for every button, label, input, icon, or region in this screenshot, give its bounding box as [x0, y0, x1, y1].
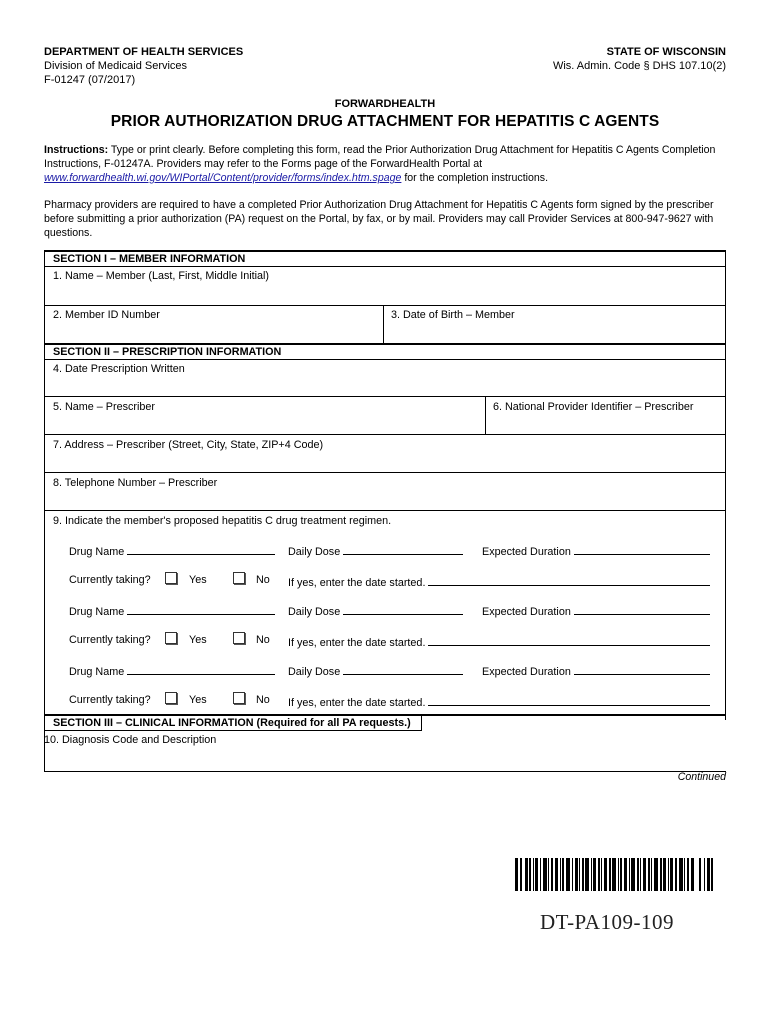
no-label: No — [256, 694, 270, 706]
drug-name-input[interactable] — [127, 603, 275, 615]
field-3-label: 3. Date of Birth – Member — [391, 309, 515, 321]
divider — [44, 771, 726, 772]
instructions — [44, 143, 734, 253]
date-started-input[interactable] — [428, 634, 710, 646]
date-started-label: If yes, enter the date started. — [288, 577, 426, 589]
yes-label: Yes — [189, 634, 207, 646]
divider — [44, 266, 726, 267]
daily-dose-input[interactable] — [343, 663, 463, 675]
division-name: Division of Medicaid Services — [44, 60, 188, 72]
no-checkbox[interactable] — [233, 572, 245, 584]
field-4-label: 4. Date Prescription Written — [53, 363, 185, 375]
drug-name-label: Drug Name — [69, 606, 125, 618]
field-10-label: 10. Diagnosis Code and Description — [44, 734, 217, 746]
divider — [421, 716, 422, 731]
daily-dose-label: Daily Dose — [288, 546, 341, 558]
divider — [44, 396, 726, 397]
form-right-border — [725, 250, 726, 720]
expected-duration-row-2 — [482, 603, 710, 618]
form-top-border — [44, 250, 726, 252]
expected-duration-row-1 — [482, 543, 710, 558]
barcode-text: DT-PA109-109 — [540, 910, 674, 934]
divider — [383, 305, 384, 343]
divider — [44, 730, 422, 731]
daily-dose-input[interactable] — [343, 603, 463, 615]
instructions-text-2: for the completion instructions. — [401, 172, 549, 184]
field-7-label: 7. Address – Prescriber (Street, City, State, ZIP+4 Code) — [53, 439, 324, 451]
yes-checkbox[interactable] — [165, 632, 177, 644]
divider — [44, 305, 726, 306]
date-started-row-1 — [288, 574, 710, 589]
instructions-paragraph-1 — [44, 143, 734, 185]
currently-taking-label: Currently taking? — [69, 694, 151, 706]
field-9-label: 9. Indicate the member's proposed hepatitis C drug treatment regimen. — [53, 515, 392, 527]
field-5-label: 5. Name – Prescriber — [53, 401, 156, 413]
header-right — [553, 45, 726, 73]
admin-code: Wis. Admin. Code § DHS 107.10(2) — [552, 60, 726, 72]
form-left-border — [44, 250, 45, 772]
no-checkbox[interactable] — [233, 692, 245, 704]
department-name: DEPARTMENT OF HEALTH SERVICES — [44, 46, 244, 58]
instructions-paragraph-2: Pharmacy providers are required to have a completed Prior Authorization Drug Attachment for Hepatitis C Agents form signed by the prescriber before submitting a prior authorization (PA) request on the Portal, by fax, or by mail. Providers may call Provider Services at 800-947-9627 with questions. — [44, 199, 714, 239]
form-body — [44, 250, 726, 772]
section-2-title: SECTION II – PRESCRIPTION INFORMATION — [53, 346, 282, 358]
drug-name-input[interactable] — [127, 663, 275, 675]
forwardhealth-label: FORWARDHEALTH — [334, 98, 436, 110]
yes-checkbox[interactable] — [165, 572, 177, 584]
divider — [44, 510, 726, 511]
expected-duration-row-3 — [482, 663, 710, 678]
divider — [44, 472, 726, 473]
daily-dose-row-1 — [288, 543, 463, 558]
date-started-input[interactable] — [428, 574, 710, 586]
divider — [485, 396, 486, 434]
drug-name-label: Drug Name — [69, 546, 125, 558]
divider — [44, 434, 726, 435]
state-name: STATE OF WISCONSIN — [606, 46, 726, 58]
no-label: No — [256, 574, 270, 586]
forms-link[interactable]: www.forwardhealth.wi.gov/WIPortal/Content/provider/forms/index.htm.spage — [44, 172, 402, 184]
drug-name-input[interactable] — [127, 543, 275, 555]
expected-duration-input[interactable] — [574, 543, 710, 555]
drug-name-row-3 — [69, 663, 275, 678]
header-left — [44, 45, 243, 87]
divider — [44, 343, 726, 345]
expected-duration-label: Expected Duration — [482, 546, 571, 558]
field-2-label: 2. Member ID Number — [53, 309, 160, 321]
field-8-label: 8. Telephone Number – Prescriber — [53, 477, 218, 489]
page-title: PRIOR AUTHORIZATION DRUG ATTACHMENT FOR HEPATITIS C AGENTS — [110, 113, 660, 130]
instructions-text-1: Type or print clearly. Before completing this form, read the Prior Authorization Drug Attachment for Hepatitis C Agents Completion Instructions, F-01247A. Providers may refer to the Forms page of the ForwardHealth Portal at — [44, 144, 716, 170]
divider — [44, 359, 726, 360]
date-started-label: If yes, enter the date started. — [288, 697, 426, 709]
drug-name-row-2 — [69, 603, 275, 618]
field-1-label: 1. Name – Member (Last, First, Middle Initial) — [53, 270, 270, 282]
drug-name-row-1 — [69, 543, 275, 558]
field-6-label: 6. National Provider Identifier – Prescriber — [493, 401, 694, 413]
daily-dose-label: Daily Dose — [288, 606, 341, 618]
daily-dose-row-2 — [288, 603, 463, 618]
form-number: F-01247 (07/2017) — [44, 74, 136, 86]
date-started-row-3 — [288, 694, 710, 709]
currently-taking-label: Currently taking? — [69, 634, 151, 646]
section-1-title: SECTION I – MEMBER INFORMATION — [53, 253, 246, 265]
drug-name-label: Drug Name — [69, 666, 125, 678]
expected-duration-label: Expected Duration — [482, 606, 571, 618]
continued-label: Continued — [677, 771, 726, 783]
yes-label: Yes — [189, 694, 207, 706]
yes-checkbox[interactable] — [165, 692, 177, 704]
expected-duration-input[interactable] — [574, 663, 710, 675]
instructions-label: Instructions: — [44, 144, 109, 156]
section-3-title: SECTION III – CLINICAL INFORMATION (Required for all PA requests.) — [53, 717, 411, 729]
date-started-row-2 — [288, 634, 710, 649]
expected-duration-label: Expected Duration — [482, 666, 571, 678]
barcode-image — [515, 858, 713, 891]
yes-label: Yes — [189, 574, 207, 586]
expected-duration-input[interactable] — [574, 603, 710, 615]
daily-dose-input[interactable] — [343, 543, 463, 555]
no-checkbox[interactable] — [233, 632, 245, 644]
divider — [44, 714, 726, 716]
daily-dose-label: Daily Dose — [288, 666, 341, 678]
date-started-label: If yes, enter the date started. — [288, 637, 426, 649]
date-started-input[interactable] — [428, 694, 710, 706]
currently-taking-label: Currently taking? — [69, 574, 151, 586]
no-label: No — [256, 634, 270, 646]
daily-dose-row-3 — [288, 663, 463, 678]
